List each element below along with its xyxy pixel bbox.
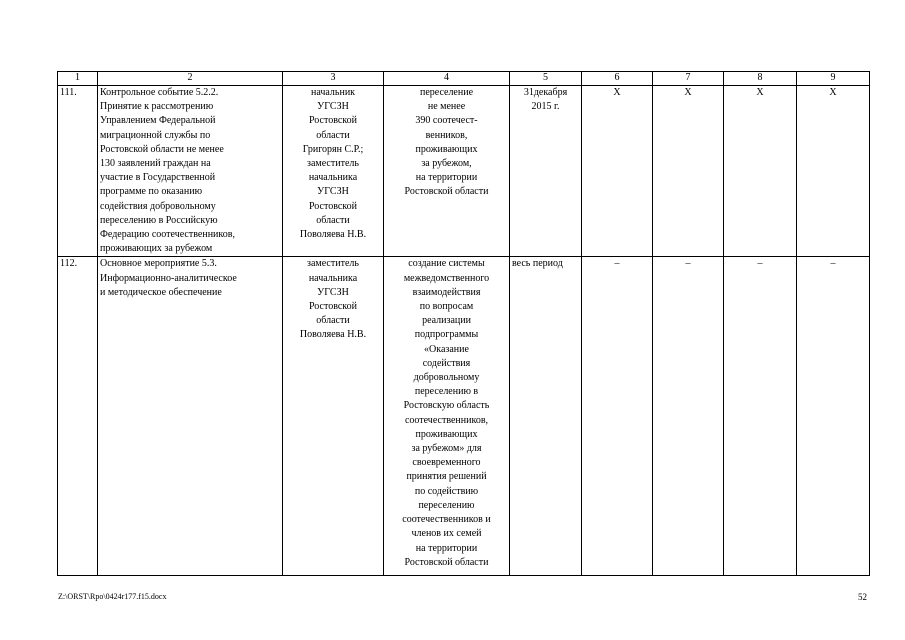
column-header-4: 4 <box>384 72 510 86</box>
column-header-8: 8 <box>724 72 797 86</box>
col6-cell: Х <box>582 86 653 257</box>
table-row-111 <box>58 86 870 257</box>
column-header-7: 7 <box>653 72 724 86</box>
result-cell: создание системы межведомственного взаимодействия по вопросам реализации подпрограммы «Оказание содействия добровольному переселению в Ростовскую область соотечественников, проживающих за рубежом» для своевременного принятия решений по содействию переселению соотечественников и членов их семей на территории Ростовской области <box>384 257 510 576</box>
result-cell: переселение не менее 390 соотечест- венников, проживающих за рубежом, на территории Ростовской области <box>384 86 510 257</box>
table-header-row <box>58 72 870 86</box>
column-header-3: 3 <box>283 72 384 86</box>
page-number: 52 <box>858 592 867 602</box>
column-header-1: 1 <box>58 72 98 86</box>
column-header-5: 5 <box>510 72 582 86</box>
col7-cell: – <box>653 257 724 576</box>
document-table <box>57 71 870 576</box>
column-header-9: 9 <box>797 72 870 86</box>
date-cell: весь период <box>510 257 582 576</box>
table-row-112 <box>58 257 870 576</box>
footer-file-path: Z:\ORST\Rpo\0424r177.f15.docx <box>58 592 167 601</box>
col6-cell: – <box>582 257 653 576</box>
row-number: 112. <box>58 257 98 576</box>
row-number: 111. <box>58 86 98 257</box>
event-cell: Контрольное событие 5.2.2. Принятие к рассмотрению Управлением Федеральной миграционной службы по Ростовской области не менее 130 заявлений граждан на участие в Государственной программе по оказанию содействия добровольному переселению в Российскую Федерацию соотечественников, проживающих за рубежом <box>98 86 283 257</box>
column-header-2: 2 <box>98 72 283 86</box>
responsible-cell: начальник УГСЗН Ростовской области Григорян С.Р.; заместитель начальника УГСЗН Ростовской области Поволяева Н.В. <box>283 86 384 257</box>
col8-cell: Х <box>724 86 797 257</box>
responsible-cell: заместитель начальника УГСЗН Ростовской области Поволяева Н.В. <box>283 257 384 576</box>
col9-cell: Х <box>797 86 870 257</box>
date-cell: 31декабря 2015 г. <box>510 86 582 257</box>
col9-cell: – <box>797 257 870 576</box>
column-header-6: 6 <box>582 72 653 86</box>
col7-cell: Х <box>653 86 724 257</box>
event-cell: Основное мероприятие 5.3. Информационно-аналитическое и методическое обеспечение <box>98 257 283 576</box>
col8-cell: – <box>724 257 797 576</box>
